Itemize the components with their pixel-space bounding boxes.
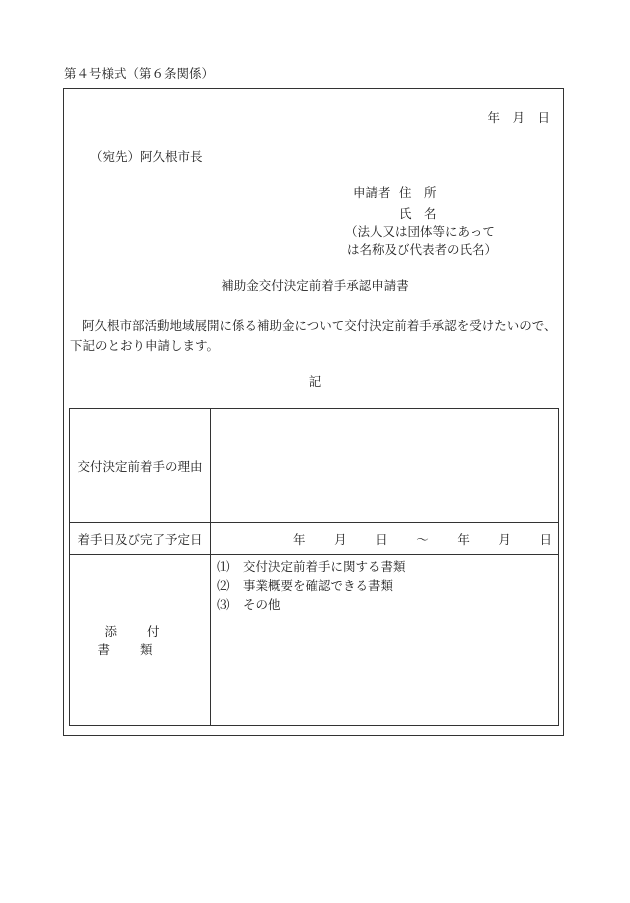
attachment-text: その他 xyxy=(243,597,281,612)
attachments-label-text: 添付書類 xyxy=(97,624,190,657)
end-day: 日 xyxy=(539,531,552,547)
reason-row xyxy=(70,409,559,523)
start-day: 日 xyxy=(375,531,388,547)
attachments-row xyxy=(70,555,559,726)
start-year: 年 xyxy=(293,531,306,547)
attachment-text: 交付決定前着手に関する書類 xyxy=(243,559,406,574)
applicant-label: 申請者 xyxy=(353,185,391,200)
corp-note-line1: （法人又は団体等にあって xyxy=(345,224,495,239)
document-title: 補助金交付決定前着手承認申請書 xyxy=(221,278,409,293)
range-tilde: ～ xyxy=(416,531,429,547)
attachment-item xyxy=(217,595,552,614)
dates-value[interactable] xyxy=(211,523,559,555)
form-number: 第４号様式（第６条関係） xyxy=(64,66,215,81)
start-month: 月 xyxy=(334,531,347,547)
attachment-text: 事業概要を確認できる書類 xyxy=(243,578,394,593)
ki-label: 記 xyxy=(308,374,322,389)
reason-label: 交付決定前着手の理由 xyxy=(70,409,211,523)
attachments-label xyxy=(70,555,211,726)
attachment-number: ⑶ xyxy=(217,597,230,612)
dates-row xyxy=(70,523,559,555)
address-label: 住 所 xyxy=(399,185,437,200)
end-month: 月 xyxy=(498,531,511,547)
body-text: 阿久根市部活動地域展開に係る補助金について交付決定前着手承認を受けたいので、下記のとおり申請します。 xyxy=(70,318,557,353)
name-label: 氏 名 xyxy=(399,206,437,221)
detail-table xyxy=(69,408,559,726)
corp-note-line2: は名称及び代表者の氏名） xyxy=(347,242,498,257)
date-range xyxy=(211,530,558,548)
attachment-item xyxy=(217,576,552,595)
attachments-list xyxy=(211,555,559,726)
attachment-item xyxy=(217,557,552,576)
dates-label: 着手日及び完了予定日 xyxy=(70,523,211,555)
attachment-number: ⑴ xyxy=(217,559,230,574)
attachment-number: ⑵ xyxy=(217,578,230,593)
addressee: （宛先）阿久根市長 xyxy=(90,149,203,164)
date-line: 年 月 日 xyxy=(487,110,550,125)
reason-value[interactable] xyxy=(211,409,559,523)
end-year: 年 xyxy=(457,531,470,547)
